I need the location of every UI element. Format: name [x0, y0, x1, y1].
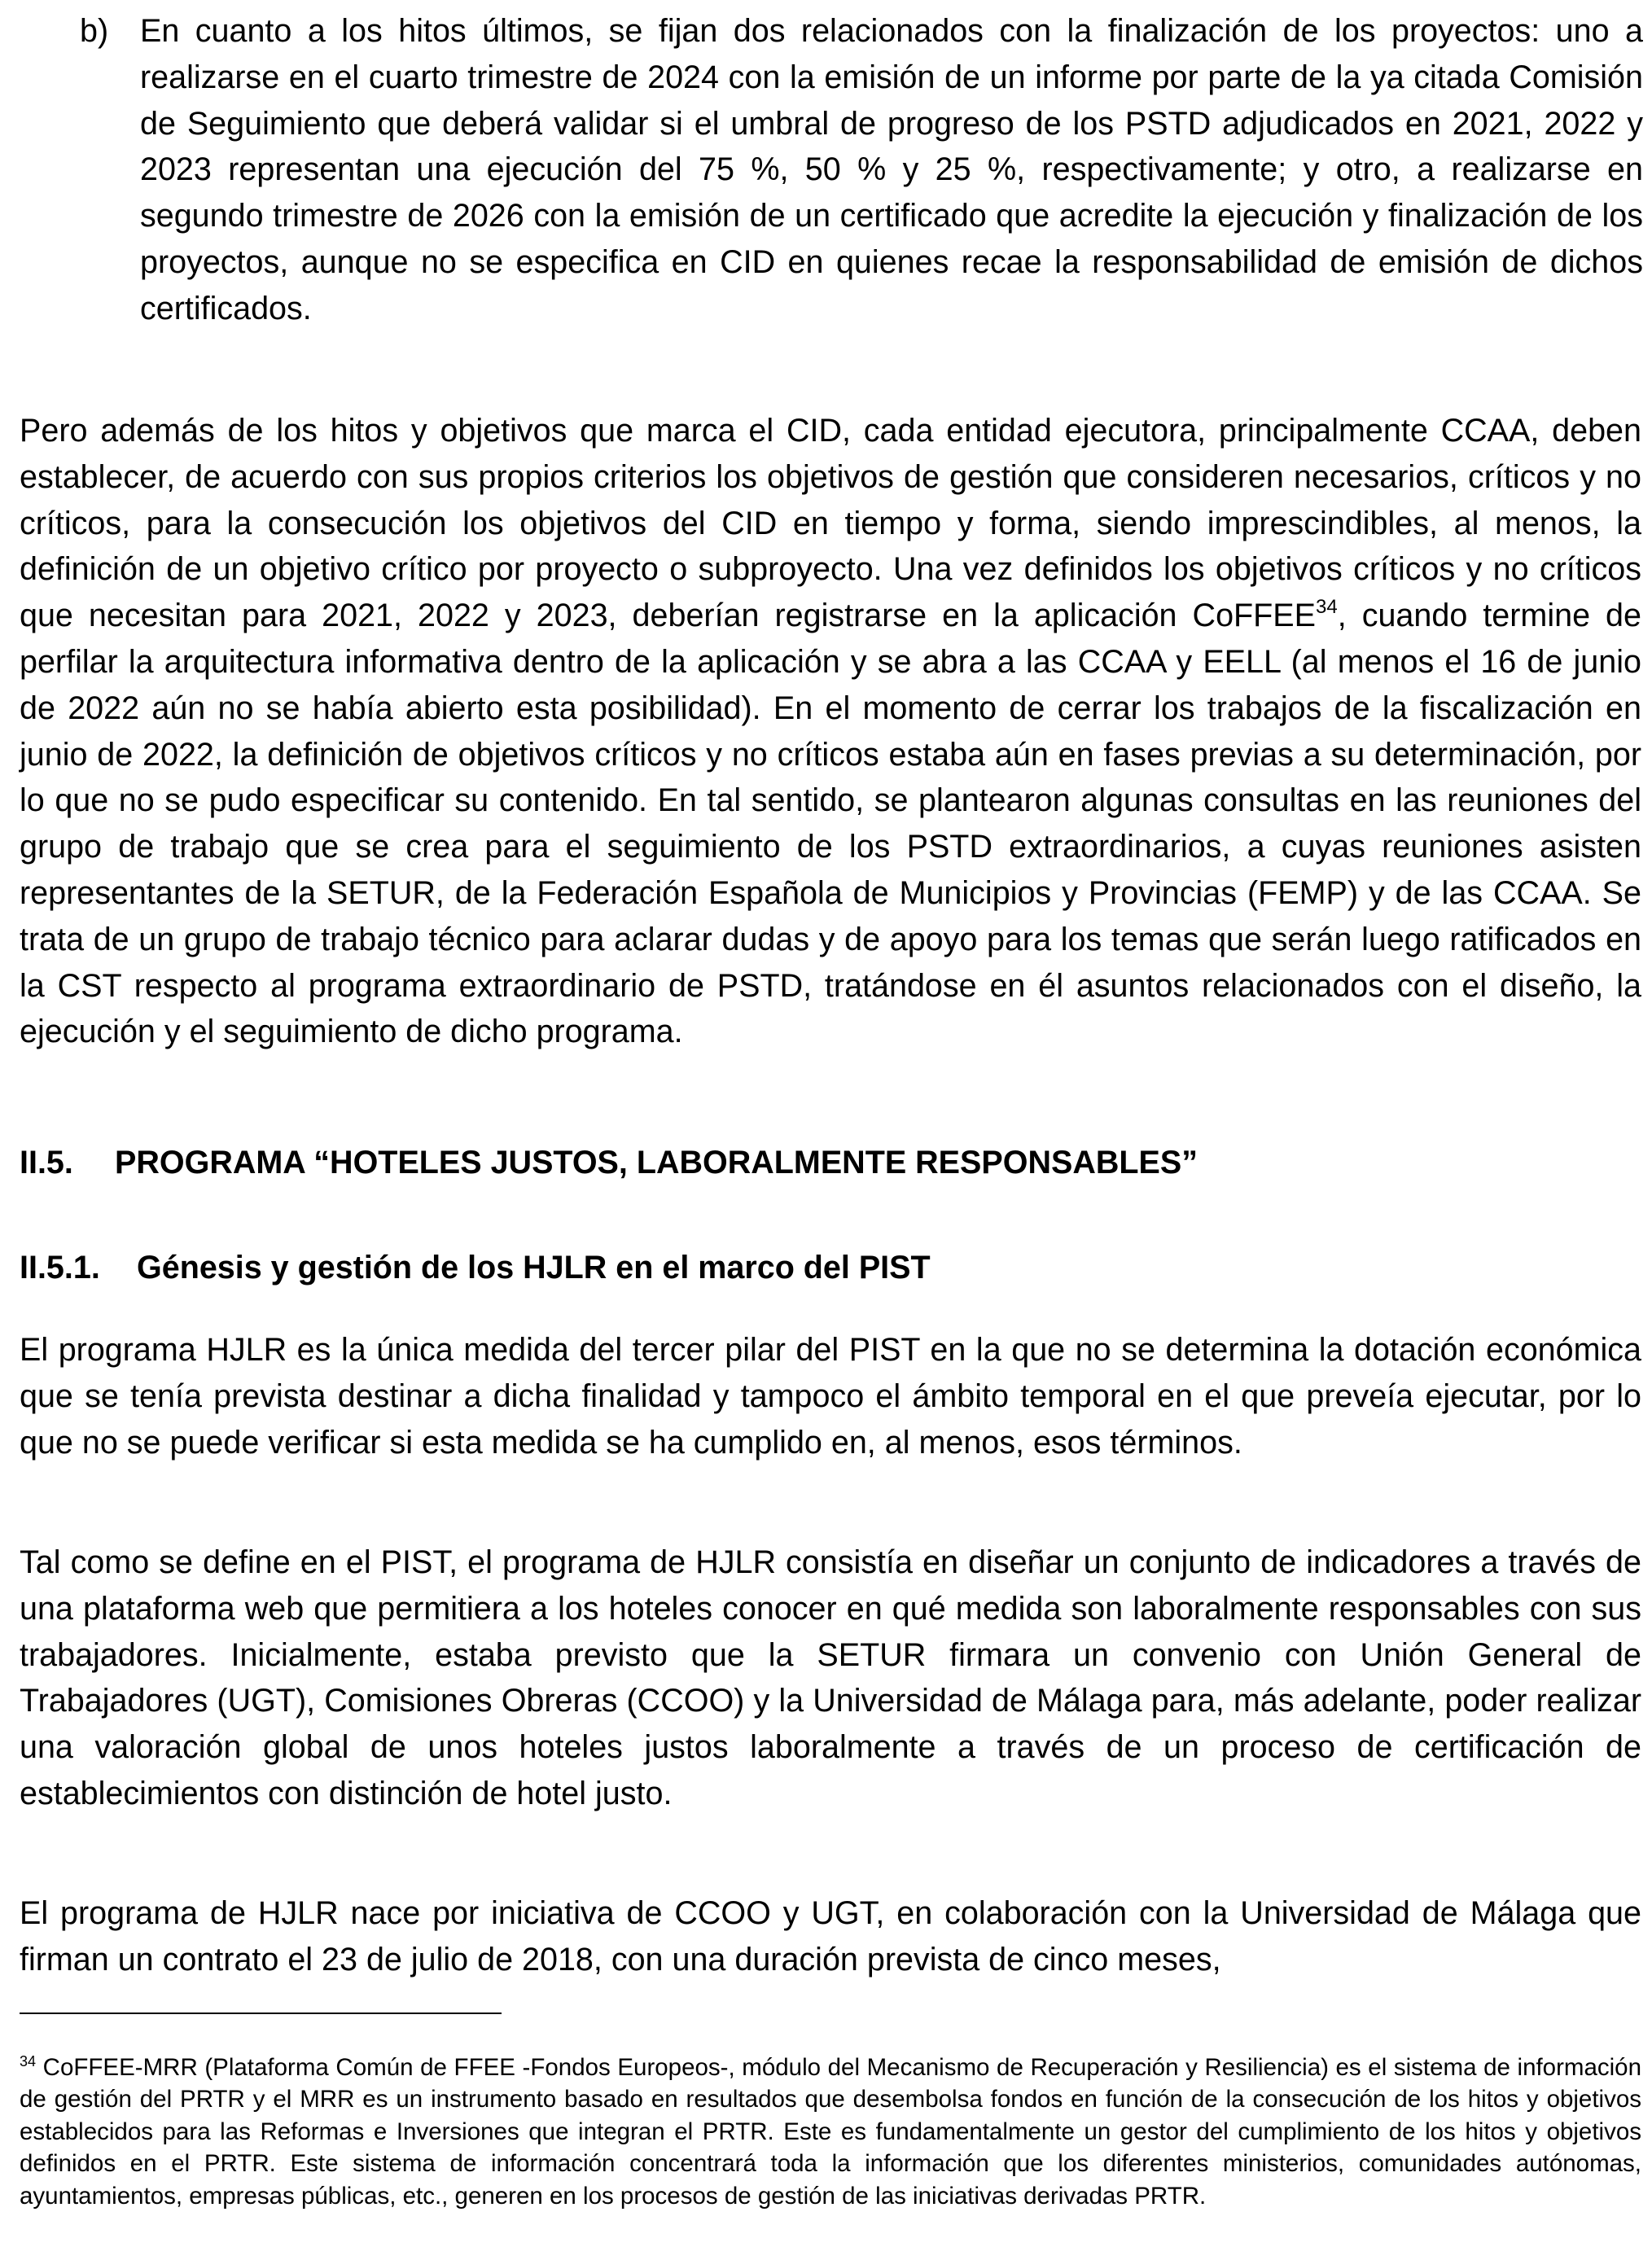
paragraph-hjlr-definition: Tal como se define en el PIST, el programa de HJLR consistía en diseñar un conjunto de indicadores a través de una plataforma web que permitiera a los hoteles conocer en qué medida son laboralmente responsables con sus trabajadores. Inicialmente, estaba previsto que la SETUR firmara un convenio con Unión General de Trabajadores (UGT), Comisiones Obreras (CCOO) y la Universidad de Málaga para, más adelante, poder realizar una valoración global de unos hoteles justos laboralmente a través de un proceso de certificación de establecimientos con distinción de hotel justo. — [20, 1544, 1641, 1811]
subsection-heading-ii51 — [20, 1245, 931, 1291]
paragraph-hjlr-origin: El programa de HJLR nace por iniciativa de CCOO y UGT, en colaboración con la Universidad de Málaga que firman un contrato el 23 de julio de 2018, con una duración prevista de cinco meses, — [20, 1895, 1641, 1978]
section-title: PROGRAMA “HOTELES JUSTOS, LABORALMENTE RESPONSABLES” — [115, 1145, 1198, 1180]
paragraph-hjlr-budget: El programa HJLR es la única medida del tercer pilar del PIST en la que no se determina la dotación económica que se tenía prevista destinar a dicha finalidad y tampoco el ámbito temporal en el que preveía ejecutar, por lo que no se puede verificar si esta medida se ha cumplido en, al menos, esos términos. — [20, 1332, 1641, 1461]
footnote-separator — [20, 2013, 502, 2014]
subsection-number: II.5.1. — [20, 1250, 100, 1285]
footnote-34 — [20, 2052, 1641, 2213]
list-item-b — [80, 8, 1643, 332]
footnote-reference[interactable]: 34 — [1316, 596, 1338, 619]
section-number: II.5. — [20, 1145, 73, 1180]
list-item-text: En cuanto a los hitos últimos, se fijan dos relacionados con la finalización de los proyectos: uno a realizarse en el cuarto trimestre de 2024 con la emisión de un informe por parte de la ya citada Comisión de Seguimiento que deberá validar si el umbral de progreso de los PSTD adjudicados en 2021, 2022 y 2023 representan una ejecución del 75 %, 50 % y 25 %, respectivamente; y otro, a realizarse en segundo trimestre de 2026 con la emisión de un certificado que acredite la ejecución y finalización de los proyectos, aunque no se especifica en CID en quienes recae la responsabilidad de emisión de dichos certificados. — [140, 13, 1643, 326]
paragraph-cid-objectives — [20, 408, 1641, 1055]
section-heading-ii5 — [20, 1140, 1198, 1186]
footnote-text: CoFFEE-MRR (Plataforma Común de FFEE -Fondos Europeos-, módulo del Mecanismo de Recuperación y Resiliencia) es el sistema de información de gestión del PRTR y el MRR es un instrumento basado en resultados que desembolsa fondos en función de la consecución de los hitos y objetivos establecidos para las Reformas e Inversiones que integran el PRTR. Este es fundamentalmente un gestor del cumplimiento de los hitos y objetivos definidos en el PRTR. Este sistema de información concentrará toda la información que los diferentes ministerios, comunidades autónomas, ayuntamientos, empresas públicas, etc., generen en los procesos de gestión de las iniciativas derivadas PRTR. — [20, 2053, 1641, 2210]
subsection-title: Génesis y gestión de los HJLR en el marco del PIST — [137, 1250, 931, 1285]
list-marker: b) — [80, 13, 109, 49]
paragraph-text-after: , cuando termine de perfilar la arquitectura informativa dentro de la aplicación y se abra a las CCAA y EELL (al menos el 16 de junio de 2022 aún no se había abierto esta posibilidad). En el momento de cerrar los trabajos de la fiscalización en junio de 2022, la definición de objetivos críticos y no críticos estaba aún en fases previas a su determinación, por lo que no se pudo especificar su contenido. En tal sentido, se plantearon algunas consultas en las reuniones del grupo de trabajo que se crea para el seguimiento de los PSTD extraordinarios, a cuyas reuniones asisten representantes de la SETUR, de la Federación Española de Municipios y Provincias (FEMP) y de las CCAA. Se trata de un grupo de trabajo técnico para aclarar dudas y de apoyo para los temas que serán luego ratificados en la CST respecto al programa extraordinario de PSTD, tratándose en él asuntos relacionados con el diseño, la ejecución y el seguimiento de dicho programa. — [20, 598, 1641, 1050]
footnote-marker: 34 — [20, 2052, 37, 2069]
paragraph-text-before: Pero además de los hitos y objetivos que marca el CID, cada entidad ejecutora, principalmente CCAA, deben establecer, de acuerdo con sus propios criterios los objetivos de gestión que consideren necesarios, críticos y no críticos, para la consecución los objetivos del CID en tiempo y forma, siendo imprescindibles, al menos, la definición de un objetivo crítico por proyecto o subproyecto. Una vez definidos los objetivos críticos y no críticos que necesitan para 2021, 2022 y 2023, deberían registrarse en la aplicación CoFFEE — [20, 413, 1641, 634]
